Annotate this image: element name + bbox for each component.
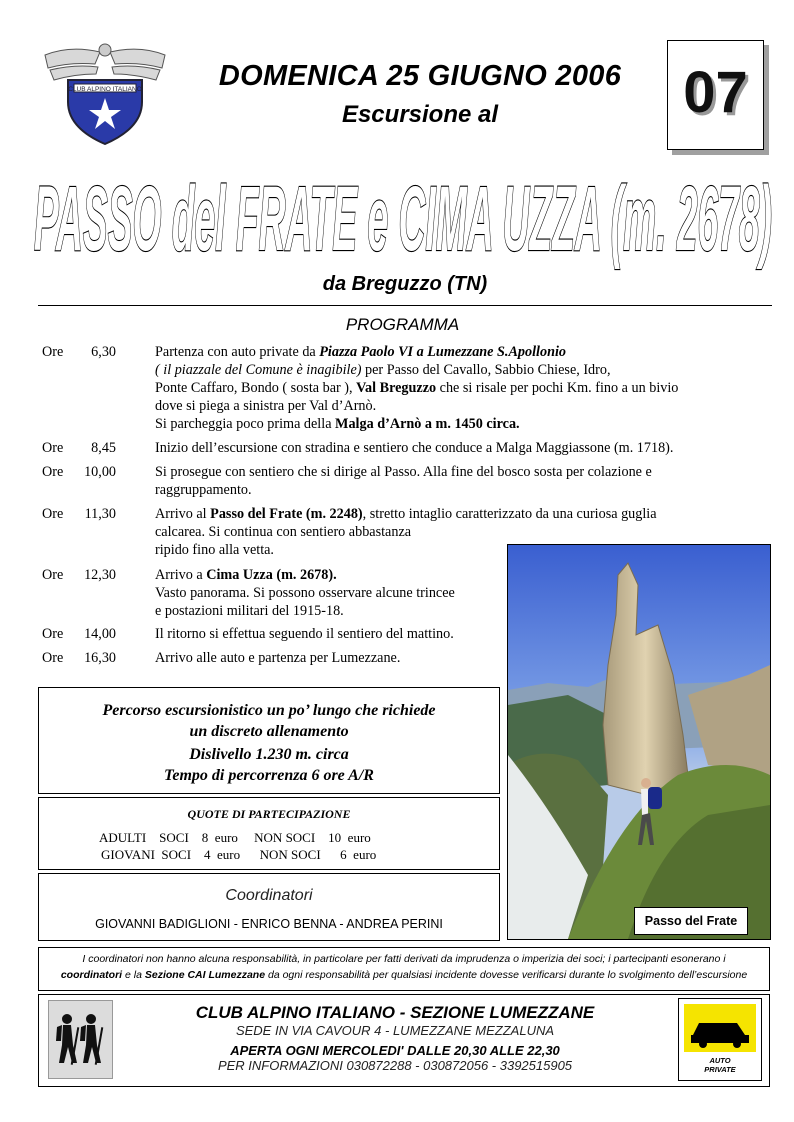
- schedule-time: 14,00: [84, 626, 116, 642]
- coordinators-names: GIOVANNI BADIGLIONI - ENRICO BENNA - ANDREA PERINI: [95, 917, 443, 931]
- route-difficulty: Percorso escursionistico un po’ lungo che richiede: [102, 702, 436, 719]
- event-date: DOMENICA 25 GIUGNO 2006: [218, 60, 622, 92]
- schedule-label: Ore: [42, 506, 64, 522]
- schedule-label: Ore: [42, 464, 64, 480]
- event-number-box: [667, 40, 764, 150]
- schedule-time: 8,45: [91, 440, 116, 456]
- auto-label-2: PRIVATE: [704, 1065, 736, 1074]
- coordinators-title: Coordinatori: [225, 887, 313, 904]
- fees-youth: GIOVANI SOCI 4 euro NON SOCI 6 euro: [101, 847, 377, 862]
- schedule-description: Partenza con auto private da Piazza Paolo VI a Lumezzane S.Apollonio ( il piazzale del Comune è inagibile) per Passo del Cavallo, Sabbio Chiese, Idro, Ponte Caffaro, Bondo ( sosta bar ), Val Breguzzo che si risale per pochi Km. fino a un bivio dove si piega a sinistra per Val d’Arnò. Si parcheggia poco prima della Malga d’Arnò a m. 1450 circa.: [155, 344, 679, 432]
- subtitle: da Breguzzo (TN): [322, 273, 488, 295]
- mountain-photo: [507, 544, 771, 940]
- schedule-description: Inizio dell’escursione con stradina e sentiero che conduce a Malga Maggiassone (m. 1718).: [155, 440, 674, 456]
- schedule-description: Arrivo alle auto e partenza per Lumezzane.: [155, 650, 401, 666]
- car-icon: [678, 998, 762, 1081]
- fees-box: [38, 797, 500, 870]
- hikers-icon: [48, 1000, 113, 1079]
- schedule-label: Ore: [42, 650, 64, 666]
- footer-info: PER INFORMAZIONI 030872288 - 030872056 - 3392515905: [217, 1058, 573, 1073]
- cai-logo: [40, 40, 170, 145]
- schedule-label: Ore: [42, 344, 64, 360]
- auto-label-1: AUTO: [709, 1056, 731, 1065]
- footer-club: CLUB ALPINO ITALIANO - SEZIONE LUMEZZANE: [195, 1003, 595, 1022]
- footer-text: [115, 1000, 675, 1073]
- schedule-description: Arrivo a Cima Uzza (m. 2678). Vasto panorama. Si possono osservare alcune trincee e postazioni militari del 1915-18.: [155, 567, 455, 619]
- schedule-description: Arrivo al Passo del Frate (m. 2248), stretto intaglio caratterizzato da una curiosa guglia calcarea. Si continua con sentiero abbastanza ripido fino alla vetta.: [155, 506, 657, 558]
- main-title: [30, 155, 780, 275]
- coordinators-box: [38, 873, 500, 941]
- route-training: un discreto allenamento: [189, 723, 349, 740]
- schedule-label: Ore: [42, 626, 64, 642]
- divider: [38, 305, 772, 306]
- program-heading: PROGRAMMA: [345, 315, 460, 334]
- route-elevation: Dislivello 1.230 m. circa: [189, 746, 349, 763]
- main-title-text: PASSO del FRATE e CIMA UZZA (m. 2678): [34, 168, 772, 270]
- fees-title: QUOTE DI PARTECIPAZIONE: [187, 807, 351, 821]
- event-intro: Escursione al: [341, 101, 499, 128]
- disclaimer: I coordinatori non hanno alcuna responsabilità, in particolare per fatti derivati da imprudenza o imperizia dei soci; i partecipanti esonerano i coordinatori e la Sezione CAI Lumezzane da ogni responsabilità per qualsiasi incidente dovesse verificarsi durante lo svolgimento dell’escursione: [38, 947, 770, 991]
- schedule-description: Si prosegue con sentiero che si dirige al Passo. Alla fine del bosco sosta per colazione e raggruppamento.: [155, 464, 652, 498]
- route-info-box: [38, 687, 500, 794]
- schedule-label: Ore: [42, 440, 64, 456]
- schedule-label: Ore: [42, 567, 64, 583]
- logo-text: CLUB ALPINO ITALIANO: [68, 86, 142, 93]
- route-time: Tempo di percorrenza 6 ore A/R: [164, 767, 374, 784]
- fees-adults: ADULTI SOCI 8 euro NON SOCI 10 euro: [99, 830, 371, 845]
- photo-caption: Passo del Frate: [634, 907, 748, 935]
- schedule-time: 11,30: [84, 506, 116, 522]
- footer-address: SEDE IN VIA CAVOUR 4 - LUMEZZANE MEZZALUNA: [235, 1023, 555, 1038]
- schedule-time: 6,30: [91, 344, 116, 360]
- schedule-time: 12,30: [84, 567, 116, 583]
- event-number: 07: [683, 60, 748, 125]
- footer-hours: APERTA OGNI MERCOLEDI' DALLE 20,30 ALLE 22,30: [230, 1043, 560, 1058]
- schedule-time: 16,30: [84, 650, 116, 666]
- schedule-description: Il ritorno si effettua seguendo il sentiero del mattino.: [155, 626, 454, 642]
- schedule-time: 10,00: [84, 464, 116, 480]
